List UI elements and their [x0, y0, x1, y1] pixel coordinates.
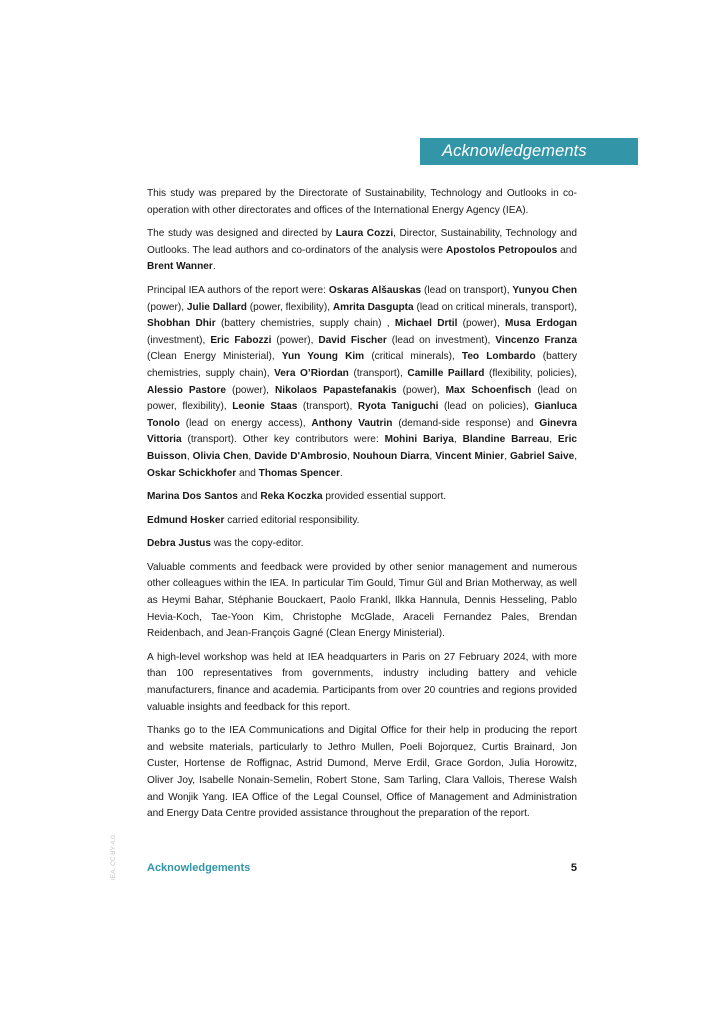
person-name: Amrita Dasgupta — [332, 301, 414, 313]
text-segment: provided essential support. — [322, 491, 447, 503]
text-segment: , — [429, 450, 436, 462]
person-name: Gianluca Tonolo — [147, 401, 577, 429]
person-name: Debra Justus — [147, 538, 211, 550]
person-name: Thomas Spencer — [258, 467, 340, 479]
text-segment: (flexibility, policies), — [484, 367, 577, 379]
text-segment: (power), — [147, 301, 187, 313]
text-segment: , — [248, 450, 255, 462]
paragraph-intro: This study was prepared by the Directorate of Sustainability, Technology and Outlooks in co-operation with other directorates and offices of the International Energy Agency (IEA). — [147, 188, 577, 216]
text-segment: The study was designed and directed by — [147, 228, 336, 240]
text-segment: (power), — [225, 384, 275, 396]
person-name: Ginevra Vittoria — [147, 417, 577, 446]
text-segment: and — [236, 467, 259, 479]
text-segment: and — [557, 244, 578, 256]
person-name: Olivia Chen — [192, 450, 249, 462]
paragraph-workshop: A high-level workshop was held at IEA headquarters in Paris on 27 February 2024, with more than 100 representatives from governments, industry including battery and vehicle manufacturers, finance and academia. Participants from over 20 countries and regions provided valuable insights and feedback for this report. — [147, 651, 577, 713]
person-name: Max Schoenfisch — [445, 384, 532, 396]
text-segment: (critical minerals), — [364, 351, 462, 363]
paragraph-support — [147, 489, 577, 506]
person-name: Gabriel Saive — [510, 450, 575, 462]
text-segment: (transport), — [348, 367, 408, 379]
person-name: Apostolos Petropoulos — [445, 244, 558, 256]
person-name: Eric Buisson — [147, 434, 577, 462]
person-name: Ryota Taniguchi — [357, 401, 439, 413]
person-name: Reka Koczka — [260, 491, 323, 503]
paragraph-editorial — [147, 513, 577, 530]
text-segment: was the copy-editor. — [210, 538, 304, 550]
text-segment: , — [347, 450, 353, 462]
person-name: Yunyou Chen — [512, 284, 577, 296]
text-segment: (demand-side response) and — [392, 417, 540, 429]
text-segment: (lead on critical minerals, transport), — [413, 301, 577, 313]
section-banner — [420, 138, 638, 165]
person-name: Davide D'Ambrosio — [254, 450, 348, 462]
text-segment: (power, flexibility), — [246, 301, 333, 313]
person-name: Mohini Bariya — [384, 434, 454, 446]
text-segment: (battery chemistries, supply chain), — [147, 351, 577, 379]
person-name: Vincenzo Franza — [495, 334, 577, 346]
paragraph-authors — [147, 283, 577, 482]
person-name: Michael Drtil — [394, 318, 458, 330]
text-segment: Principal IEA authors of the report were: — [147, 284, 329, 296]
person-name: Alessio Pastore — [147, 384, 226, 396]
text-segment: (battery chemistries, supply chain) , — [215, 318, 395, 330]
paragraph-direction — [147, 226, 577, 276]
person-name: Yun Young Kim — [281, 351, 365, 363]
paragraph-copy-editor — [147, 536, 577, 553]
person-name: Brent Wanner — [147, 261, 213, 273]
person-name: Oskaras Alšauskas — [328, 284, 422, 296]
page-number: 5 — [570, 862, 577, 874]
text-segment: (Clean Energy Ministerial), — [147, 351, 282, 363]
person-name: Musa Erdogan — [504, 318, 578, 330]
text-segment: carried editorial responsibility. — [224, 514, 360, 526]
text-segment: , — [504, 450, 511, 462]
text-segment: , — [186, 450, 193, 462]
section-title: Acknowledgements — [442, 142, 587, 160]
acknowledgements-body — [147, 186, 577, 830]
text-segment: (lead on investment), — [386, 334, 496, 346]
person-name: Nikolaos Papastefanakis — [275, 384, 397, 396]
person-name: Oskar Schickhofer — [147, 467, 237, 479]
person-name: Marina Dos Santos — [147, 491, 238, 503]
person-name: Vera O’Riordan — [274, 367, 349, 379]
person-name: Anthony Vautrin — [311, 417, 393, 429]
license-mark: IEA. CC BY 4.0. — [110, 833, 117, 880]
text-segment: , — [549, 434, 558, 446]
person-name: Teo Lombardo — [461, 351, 536, 363]
text-segment: and — [237, 491, 261, 503]
text-segment: (transport). Other key contributors were: — [181, 434, 385, 446]
text-segment: (lead on transport), — [421, 284, 513, 296]
text-segment: (power), — [396, 384, 446, 396]
person-name: Blandine Barreau — [462, 434, 550, 446]
text-segment: (lead on policies), — [438, 401, 535, 413]
text-segment: , — [453, 434, 463, 446]
text-segment: (power), — [457, 318, 505, 330]
person-name: Leonie Staas — [232, 401, 298, 413]
person-name: Julie Dallard — [186, 301, 247, 313]
person-name: Nouhoun Diarra — [352, 450, 430, 462]
person-name: Shobhan Dhir — [147, 318, 216, 330]
text-segment: . — [340, 467, 343, 479]
text-segment: , Director, Sustainability, Technology and Outlooks. The lead authors and co-ordinators of the analysis were — [147, 228, 577, 256]
text-segment: (transport), — [297, 401, 358, 413]
person-name: Edmund Hosker — [147, 514, 225, 526]
text-segment: (lead on power, flexibility), — [147, 384, 578, 413]
person-name: David Fischer — [318, 334, 387, 346]
paragraph-feedback: Valuable comments and feedback were provided by other senior management and numerous other colleagues within the IEA. In particular Tim Gould, Timur Gül and Brian Motherway, as well as Heymi Bahar, Stéphanie Bouckaert, Paolo Frankl, Ilkka Hannula, Dennis Hesseling, Pablo Hevia-Koch, Tae-Yoon Kim, Christophe McGlade, Araceli Fernandez Pales, Brendan Reidenbach, and Jean-François Gagné (Clean Energy Ministerial). — [147, 561, 577, 640]
person-name: Vincent Minier — [435, 450, 505, 462]
text-segment: (power), — [271, 334, 319, 346]
text-segment: (lead on energy access), — [179, 417, 312, 429]
text-segment: (investment), — [147, 334, 211, 346]
person-name: Laura Cozzi — [335, 228, 394, 240]
paragraph-thanks: Thanks go to the IEA Communications and Digital Office for their help in producing the report and website materials, particularly to Jethro Mullen, Poeli Bojorquez, Curtis Brainard, Jon Custer, Hortense de Roffignac, Astrid Dumond, Merve Erdil, Grace Gordon, Julia Horowitz, Oliver Joy, Isabelle Nonain-Semelin, Robert Stone, Sam Tarling, Clara Vallois, Therese Walsh and Wonjik Yang. IEA Office of the Legal Counsel, Office of Management and Administration and Energy Data Centre provided assistance throughout the preparation of the report. — [147, 725, 577, 820]
text-segment: , — [574, 450, 577, 462]
text-segment: . — [212, 261, 216, 273]
person-name: Camille Paillard — [407, 367, 485, 379]
person-name: Eric Fabozzi — [210, 334, 272, 346]
footer-section-title: Acknowledgements — [147, 862, 251, 874]
